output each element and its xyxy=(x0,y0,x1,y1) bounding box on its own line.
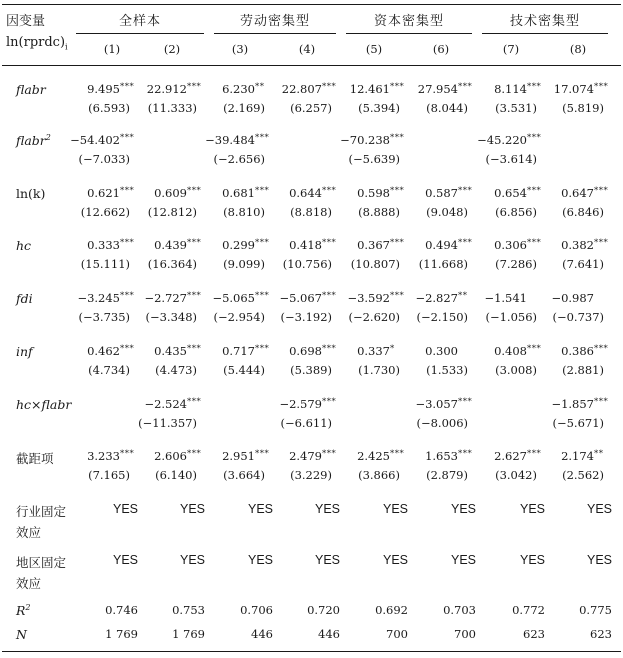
statistic-label: N xyxy=(16,627,27,642)
fixed-effect-value: YES xyxy=(450,502,476,516)
row-label: ln(k) xyxy=(16,186,46,201)
coefficient-cell xyxy=(340,238,408,252)
t-statistic: (4.473) xyxy=(155,363,197,377)
column-number: (6) xyxy=(432,42,450,56)
significance-stars: *** xyxy=(594,238,609,248)
coefficient-value: −3.592 xyxy=(347,291,390,305)
coefficient-cell xyxy=(70,133,138,147)
t-statistic: (1.730) xyxy=(358,363,400,377)
coefficient-value: −70.238 xyxy=(340,133,390,147)
significance-stars: ** xyxy=(458,291,468,301)
significance-stars: *** xyxy=(390,238,405,248)
bottom-rule xyxy=(2,651,621,652)
t-statistic: (8.044) xyxy=(426,101,468,115)
coefficient-cell xyxy=(205,238,273,252)
coefficient-value: 2.425 xyxy=(357,449,390,463)
fixed-effect-label: 效应 xyxy=(16,576,42,591)
coefficient-value: 2.951 xyxy=(222,449,255,463)
coefficient-cell xyxy=(408,238,476,252)
significance-stars: *** xyxy=(187,238,202,248)
coefficient-value: 2.627 xyxy=(494,449,527,463)
coefficient-value: 0.494 xyxy=(425,238,458,252)
statistic-value: 1 769 xyxy=(172,627,205,641)
coefficient-cell xyxy=(272,397,340,411)
t-statistic: (−3.348) xyxy=(145,310,197,324)
t-statistic: (6.593) xyxy=(88,101,130,115)
coefficient-value: 0.647 xyxy=(561,186,594,200)
significance-stars: *** xyxy=(527,344,542,354)
dependent-variable-label: 因变量 xyxy=(6,14,46,29)
t-statistic: (2.169) xyxy=(223,101,265,115)
column-number: (8) xyxy=(569,42,587,56)
coefficient-value: 12.461 xyxy=(349,82,390,96)
coefficient-cell xyxy=(70,186,138,200)
statistic-value: 446 xyxy=(251,627,273,641)
coefficient-value: 0.681 xyxy=(222,186,255,200)
t-statistic: (2.881) xyxy=(562,363,604,377)
row-label: hc xyxy=(16,238,32,253)
coefficient-cell xyxy=(70,291,138,305)
significance-stars: *** xyxy=(527,82,542,92)
t-statistic: (−2.954) xyxy=(213,310,265,324)
fixed-effect-value: YES xyxy=(247,553,273,567)
coefficient-cell xyxy=(70,449,138,463)
group-header: 全样本 xyxy=(118,14,161,29)
coefficient-value: 0.299 xyxy=(222,238,255,252)
group-rule xyxy=(214,33,336,34)
significance-stars: *** xyxy=(322,186,337,196)
t-statistic: (12.812) xyxy=(147,205,197,219)
coefficient-cell xyxy=(205,133,273,147)
column-number: (7) xyxy=(502,42,520,56)
coefficient-value: 3.233 xyxy=(87,449,120,463)
coefficient-cell xyxy=(137,291,205,305)
t-statistic: (7.286) xyxy=(495,257,537,271)
coefficient-value: 0.644 xyxy=(289,186,322,200)
t-statistic: (10.807) xyxy=(350,257,400,271)
coefficient-cell xyxy=(137,449,205,463)
coefficient-value: 0.698 xyxy=(289,344,322,358)
column-number: (5) xyxy=(365,42,383,56)
significance-stars: *** xyxy=(322,344,337,354)
coefficient-cell xyxy=(340,449,408,463)
t-statistic: (2.879) xyxy=(426,468,468,482)
coefficient-cell xyxy=(477,186,545,200)
significance-stars: *** xyxy=(187,449,202,459)
row-label: flabr xyxy=(16,82,46,97)
fixed-effect-value: YES xyxy=(586,553,612,567)
coefficient-cell xyxy=(408,449,476,463)
coefficient-value: 17.074 xyxy=(553,82,594,96)
fixed-effect-label: 地区固定 xyxy=(16,555,67,570)
row-label: hc×flabr xyxy=(16,397,72,412)
group-header: 劳动密集型 xyxy=(239,14,310,29)
t-statistic: (−1.056) xyxy=(485,310,537,324)
coefficient-cell xyxy=(477,449,545,463)
coefficient-value: 0.367 xyxy=(357,238,390,252)
coefficient-cell xyxy=(477,238,545,252)
significance-stars: *** xyxy=(594,344,609,354)
t-statistic: (6.140) xyxy=(155,468,197,482)
statistic-value: 446 xyxy=(318,627,340,641)
significance-stars: *** xyxy=(527,186,542,196)
row-label: fdi xyxy=(16,291,33,306)
t-statistic: (−7.033) xyxy=(78,152,130,166)
group-header: 技术密集型 xyxy=(509,14,580,29)
significance-stars: *** xyxy=(322,291,337,301)
coefficient-cell xyxy=(70,344,138,358)
coefficient-cell xyxy=(205,82,273,96)
coefficient-cell xyxy=(340,344,408,358)
fixed-effect-value: YES xyxy=(314,502,340,516)
coefficient-value: 0.439 xyxy=(154,238,187,252)
t-statistic: (6.257) xyxy=(290,101,332,115)
coefficient-value: 8.114 xyxy=(494,82,527,96)
coefficient-value: 22.912 xyxy=(146,82,187,96)
significance-stars: *** xyxy=(187,291,202,301)
coefficient-cell xyxy=(205,449,273,463)
significance-stars: *** xyxy=(322,82,337,92)
coefficient-cell xyxy=(70,238,138,252)
significance-stars: *** xyxy=(187,82,202,92)
t-statistic: (11.668) xyxy=(418,257,468,271)
coefficient-cell xyxy=(408,186,476,200)
coefficient-cell xyxy=(544,397,612,411)
coefficient-value: 0.587 xyxy=(425,186,458,200)
statistic-value: 0.775 xyxy=(579,603,612,617)
coefficient-value: 0.609 xyxy=(154,186,187,200)
t-statistic: (−0.737) xyxy=(552,310,604,324)
coefficient-value: 0.717 xyxy=(222,344,255,358)
column-number: (2) xyxy=(163,42,181,56)
t-statistic: (−5.671) xyxy=(552,416,604,430)
coefficient-value: −1.857 xyxy=(551,397,594,411)
fixed-effect-value: YES xyxy=(519,502,545,516)
significance-stars: *** xyxy=(120,449,135,459)
coefficient-value: −1.541 xyxy=(484,291,527,305)
t-statistic: (4.734) xyxy=(88,363,130,377)
t-statistic: (7.165) xyxy=(88,468,130,482)
coefficient-cell xyxy=(544,186,612,200)
significance-stars: *** xyxy=(458,238,473,248)
significance-stars: *** xyxy=(255,291,270,301)
t-statistic: (8.818) xyxy=(290,205,332,219)
significance-stars: *** xyxy=(527,238,542,248)
coefficient-value: 0.462 xyxy=(87,344,120,358)
coefficient-cell xyxy=(544,449,612,463)
header-rule xyxy=(2,65,621,66)
coefficient-cell xyxy=(544,238,612,252)
significance-stars: *** xyxy=(458,449,473,459)
statistic-value: 1 769 xyxy=(105,627,138,641)
coefficient-value: 9.495 xyxy=(87,82,120,96)
coefficient-cell xyxy=(477,291,545,305)
column-number: (1) xyxy=(103,42,121,56)
t-statistic: (3.008) xyxy=(495,363,537,377)
significance-stars: *** xyxy=(458,82,473,92)
coefficient-value: −54.402 xyxy=(70,133,120,147)
significance-stars: *** xyxy=(120,238,135,248)
t-statistic: (−6.611) xyxy=(280,416,332,430)
t-statistic: (−8.006) xyxy=(416,416,468,430)
statistic-value: 623 xyxy=(590,627,612,641)
coefficient-cell xyxy=(408,397,476,411)
significance-stars: *** xyxy=(255,133,270,143)
fixed-effect-value: YES xyxy=(519,553,545,567)
group-rule xyxy=(346,33,472,34)
fixed-effect-value: YES xyxy=(112,553,138,567)
coefficient-value: 0.300 xyxy=(425,344,458,358)
t-statistic: (−11.357) xyxy=(138,416,197,430)
t-statistic: (8.888) xyxy=(358,205,400,219)
coefficient-cell xyxy=(477,133,545,147)
coefficient-cell xyxy=(340,82,408,96)
significance-stars: *** xyxy=(187,186,202,196)
fixed-effect-value: YES xyxy=(450,553,476,567)
coefficient-cell xyxy=(340,133,408,147)
t-statistic: (9.099) xyxy=(223,257,265,271)
coefficient-cell xyxy=(137,238,205,252)
coefficient-value: −39.484 xyxy=(205,133,255,147)
t-statistic: (6.846) xyxy=(562,205,604,219)
significance-stars: *** xyxy=(255,449,270,459)
coefficient-value: 0.598 xyxy=(357,186,390,200)
group-rule xyxy=(76,33,204,34)
significance-stars: ** xyxy=(255,82,265,92)
t-statistic: (12.662) xyxy=(80,205,130,219)
statistic-value: 0.753 xyxy=(172,603,205,617)
significance-stars: *** xyxy=(390,186,405,196)
significance-stars: ** xyxy=(594,449,604,459)
coefficient-value: 0.337 xyxy=(357,344,390,358)
coefficient-cell xyxy=(205,186,273,200)
t-statistic: (5.389) xyxy=(290,363,332,377)
coefficient-cell xyxy=(137,186,205,200)
coefficient-value: 1.653 xyxy=(425,449,458,463)
t-statistic: (7.641) xyxy=(562,257,604,271)
significance-stars: *** xyxy=(527,133,542,143)
t-statistic: (15.111) xyxy=(80,257,130,271)
t-statistic: (5.444) xyxy=(223,363,265,377)
t-statistic: (5.394) xyxy=(358,101,400,115)
coefficient-cell xyxy=(340,186,408,200)
significance-stars: *** xyxy=(322,397,337,407)
significance-stars: *** xyxy=(255,186,270,196)
coefficient-cell xyxy=(137,82,205,96)
fixed-effect-value: YES xyxy=(382,502,408,516)
t-statistic: (−2.620) xyxy=(348,310,400,324)
coefficient-cell xyxy=(544,82,612,96)
coefficient-value: 2.174 xyxy=(561,449,594,463)
coefficient-cell xyxy=(272,344,340,358)
coefficient-cell xyxy=(272,291,340,305)
coefficient-value: −2.524 xyxy=(144,397,187,411)
coefficient-cell xyxy=(544,344,612,358)
fixed-effect-value: YES xyxy=(247,502,273,516)
coefficient-value: 0.382 xyxy=(561,238,594,252)
t-statistic: (−3.735) xyxy=(78,310,130,324)
coefficient-value: 0.418 xyxy=(289,238,322,252)
coefficient-value: −5.067 xyxy=(279,291,322,305)
coefficient-cell xyxy=(477,82,545,96)
coefficient-cell xyxy=(137,397,205,411)
statistic-value: 0.703 xyxy=(443,603,476,617)
coefficient-cell xyxy=(70,82,138,96)
t-statistic: (3.042) xyxy=(495,468,537,482)
coefficient-cell xyxy=(272,449,340,463)
coefficient-value: −3.057 xyxy=(415,397,458,411)
significance-stars: *** xyxy=(120,291,135,301)
significance-stars: *** xyxy=(120,186,135,196)
coefficient-value: −3.245 xyxy=(77,291,120,305)
significance-stars: *** xyxy=(594,186,609,196)
fixed-effect-value: YES xyxy=(314,553,340,567)
coefficient-value: −45.220 xyxy=(477,133,527,147)
t-statistic: (3.531) xyxy=(495,101,537,115)
significance-stars: *** xyxy=(322,449,337,459)
coefficient-value: 6.230 xyxy=(222,82,255,96)
significance-stars: *** xyxy=(120,133,135,143)
column-number: (4) xyxy=(298,42,316,56)
coefficient-value: 0.435 xyxy=(154,344,187,358)
statistic-value: 0.692 xyxy=(375,603,408,617)
t-statistic: (3.866) xyxy=(358,468,400,482)
coefficient-cell xyxy=(408,291,476,305)
coefficient-value: 0.306 xyxy=(494,238,527,252)
column-number: (3) xyxy=(231,42,249,56)
t-statistic: (5.819) xyxy=(562,101,604,115)
coefficient-value: 0.408 xyxy=(494,344,527,358)
coefficient-cell xyxy=(205,344,273,358)
statistic-value: 0.706 xyxy=(240,603,273,617)
coefficient-value: 0.654 xyxy=(494,186,527,200)
t-statistic: (11.333) xyxy=(147,101,197,115)
statistic-label: $R^2$ xyxy=(16,603,31,619)
t-statistic: (−3.614) xyxy=(485,152,537,166)
t-statistic: (3.664) xyxy=(223,468,265,482)
group-rule xyxy=(482,33,608,34)
t-statistic: (10.756) xyxy=(282,257,332,271)
t-statistic: (8.810) xyxy=(223,205,265,219)
fixed-effect-value: YES xyxy=(179,502,205,516)
coefficient-value: 0.386 xyxy=(561,344,594,358)
significance-stars: *** xyxy=(322,238,337,248)
group-header: 资本密集型 xyxy=(373,14,444,29)
statistic-value: 0.746 xyxy=(105,603,138,617)
coefficient-value: 0.621 xyxy=(87,186,120,200)
row-label: inf xyxy=(16,344,33,359)
statistic-value: 623 xyxy=(523,627,545,641)
t-statistic: (6.856) xyxy=(495,205,537,219)
t-statistic: (3.229) xyxy=(290,468,332,482)
significance-stars: * xyxy=(390,344,395,354)
coefficient-cell xyxy=(408,344,476,358)
t-statistic: (−2.150) xyxy=(416,310,468,324)
coefficient-cell xyxy=(205,291,273,305)
t-statistic: (2.562) xyxy=(562,468,604,482)
statistic-value: 0.720 xyxy=(307,603,340,617)
t-statistic: (1.533) xyxy=(426,363,468,377)
significance-stars: *** xyxy=(458,186,473,196)
fixed-effect-label: 行业固定 xyxy=(16,504,67,519)
statistic-value: 0.772 xyxy=(512,603,545,617)
coefficient-cell xyxy=(272,82,340,96)
significance-stars: *** xyxy=(594,82,609,92)
fixed-effect-label: 效应 xyxy=(16,525,42,540)
significance-stars: *** xyxy=(120,344,135,354)
t-statistic: (−3.192) xyxy=(280,310,332,324)
coefficient-cell xyxy=(544,291,612,305)
t-statistic: (9.048) xyxy=(426,205,468,219)
significance-stars: *** xyxy=(527,449,542,459)
fixed-effect-value: YES xyxy=(179,553,205,567)
coefficient-value: −5.065 xyxy=(212,291,255,305)
row-label: 截距项 xyxy=(16,451,54,466)
dependent-variable-name: $\ln(rprdc)_i$ xyxy=(6,35,68,52)
coefficient-value: 22.807 xyxy=(281,82,322,96)
coefficient-cell xyxy=(408,82,476,96)
significance-stars: *** xyxy=(458,397,473,407)
statistic-value: 700 xyxy=(454,627,476,641)
fixed-effect-value: YES xyxy=(112,502,138,516)
coefficient-value: −0.987 xyxy=(551,291,594,305)
significance-stars: *** xyxy=(390,449,405,459)
significance-stars: *** xyxy=(390,82,405,92)
row-label: flabr$^2$ xyxy=(16,133,51,149)
t-statistic: (−2.656) xyxy=(213,152,265,166)
significance-stars: *** xyxy=(187,344,202,354)
significance-stars: *** xyxy=(120,82,135,92)
coefficient-cell xyxy=(272,186,340,200)
fixed-effect-value: YES xyxy=(586,502,612,516)
significance-stars: *** xyxy=(255,344,270,354)
significance-stars: *** xyxy=(187,397,202,407)
t-statistic: (−5.639) xyxy=(348,152,400,166)
fixed-effect-value: YES xyxy=(382,553,408,567)
significance-stars: *** xyxy=(594,397,609,407)
coefficient-cell xyxy=(340,291,408,305)
coefficient-value: 0.333 xyxy=(87,238,120,252)
coefficient-value: −2.579 xyxy=(279,397,322,411)
significance-stars: *** xyxy=(390,133,405,143)
coefficient-value: 27.954 xyxy=(417,82,458,96)
coefficient-value: 2.606 xyxy=(154,449,187,463)
coefficient-cell xyxy=(477,344,545,358)
coefficient-value: −2.727 xyxy=(144,291,187,305)
statistic-value: 700 xyxy=(386,627,408,641)
coefficient-value: 2.479 xyxy=(289,449,322,463)
coefficient-cell xyxy=(137,344,205,358)
coefficient-cell xyxy=(272,238,340,252)
t-statistic: (16.364) xyxy=(147,257,197,271)
top-rule xyxy=(2,4,621,5)
significance-stars: *** xyxy=(255,238,270,248)
coefficient-value: −2.827 xyxy=(415,291,458,305)
significance-stars: *** xyxy=(390,291,405,301)
